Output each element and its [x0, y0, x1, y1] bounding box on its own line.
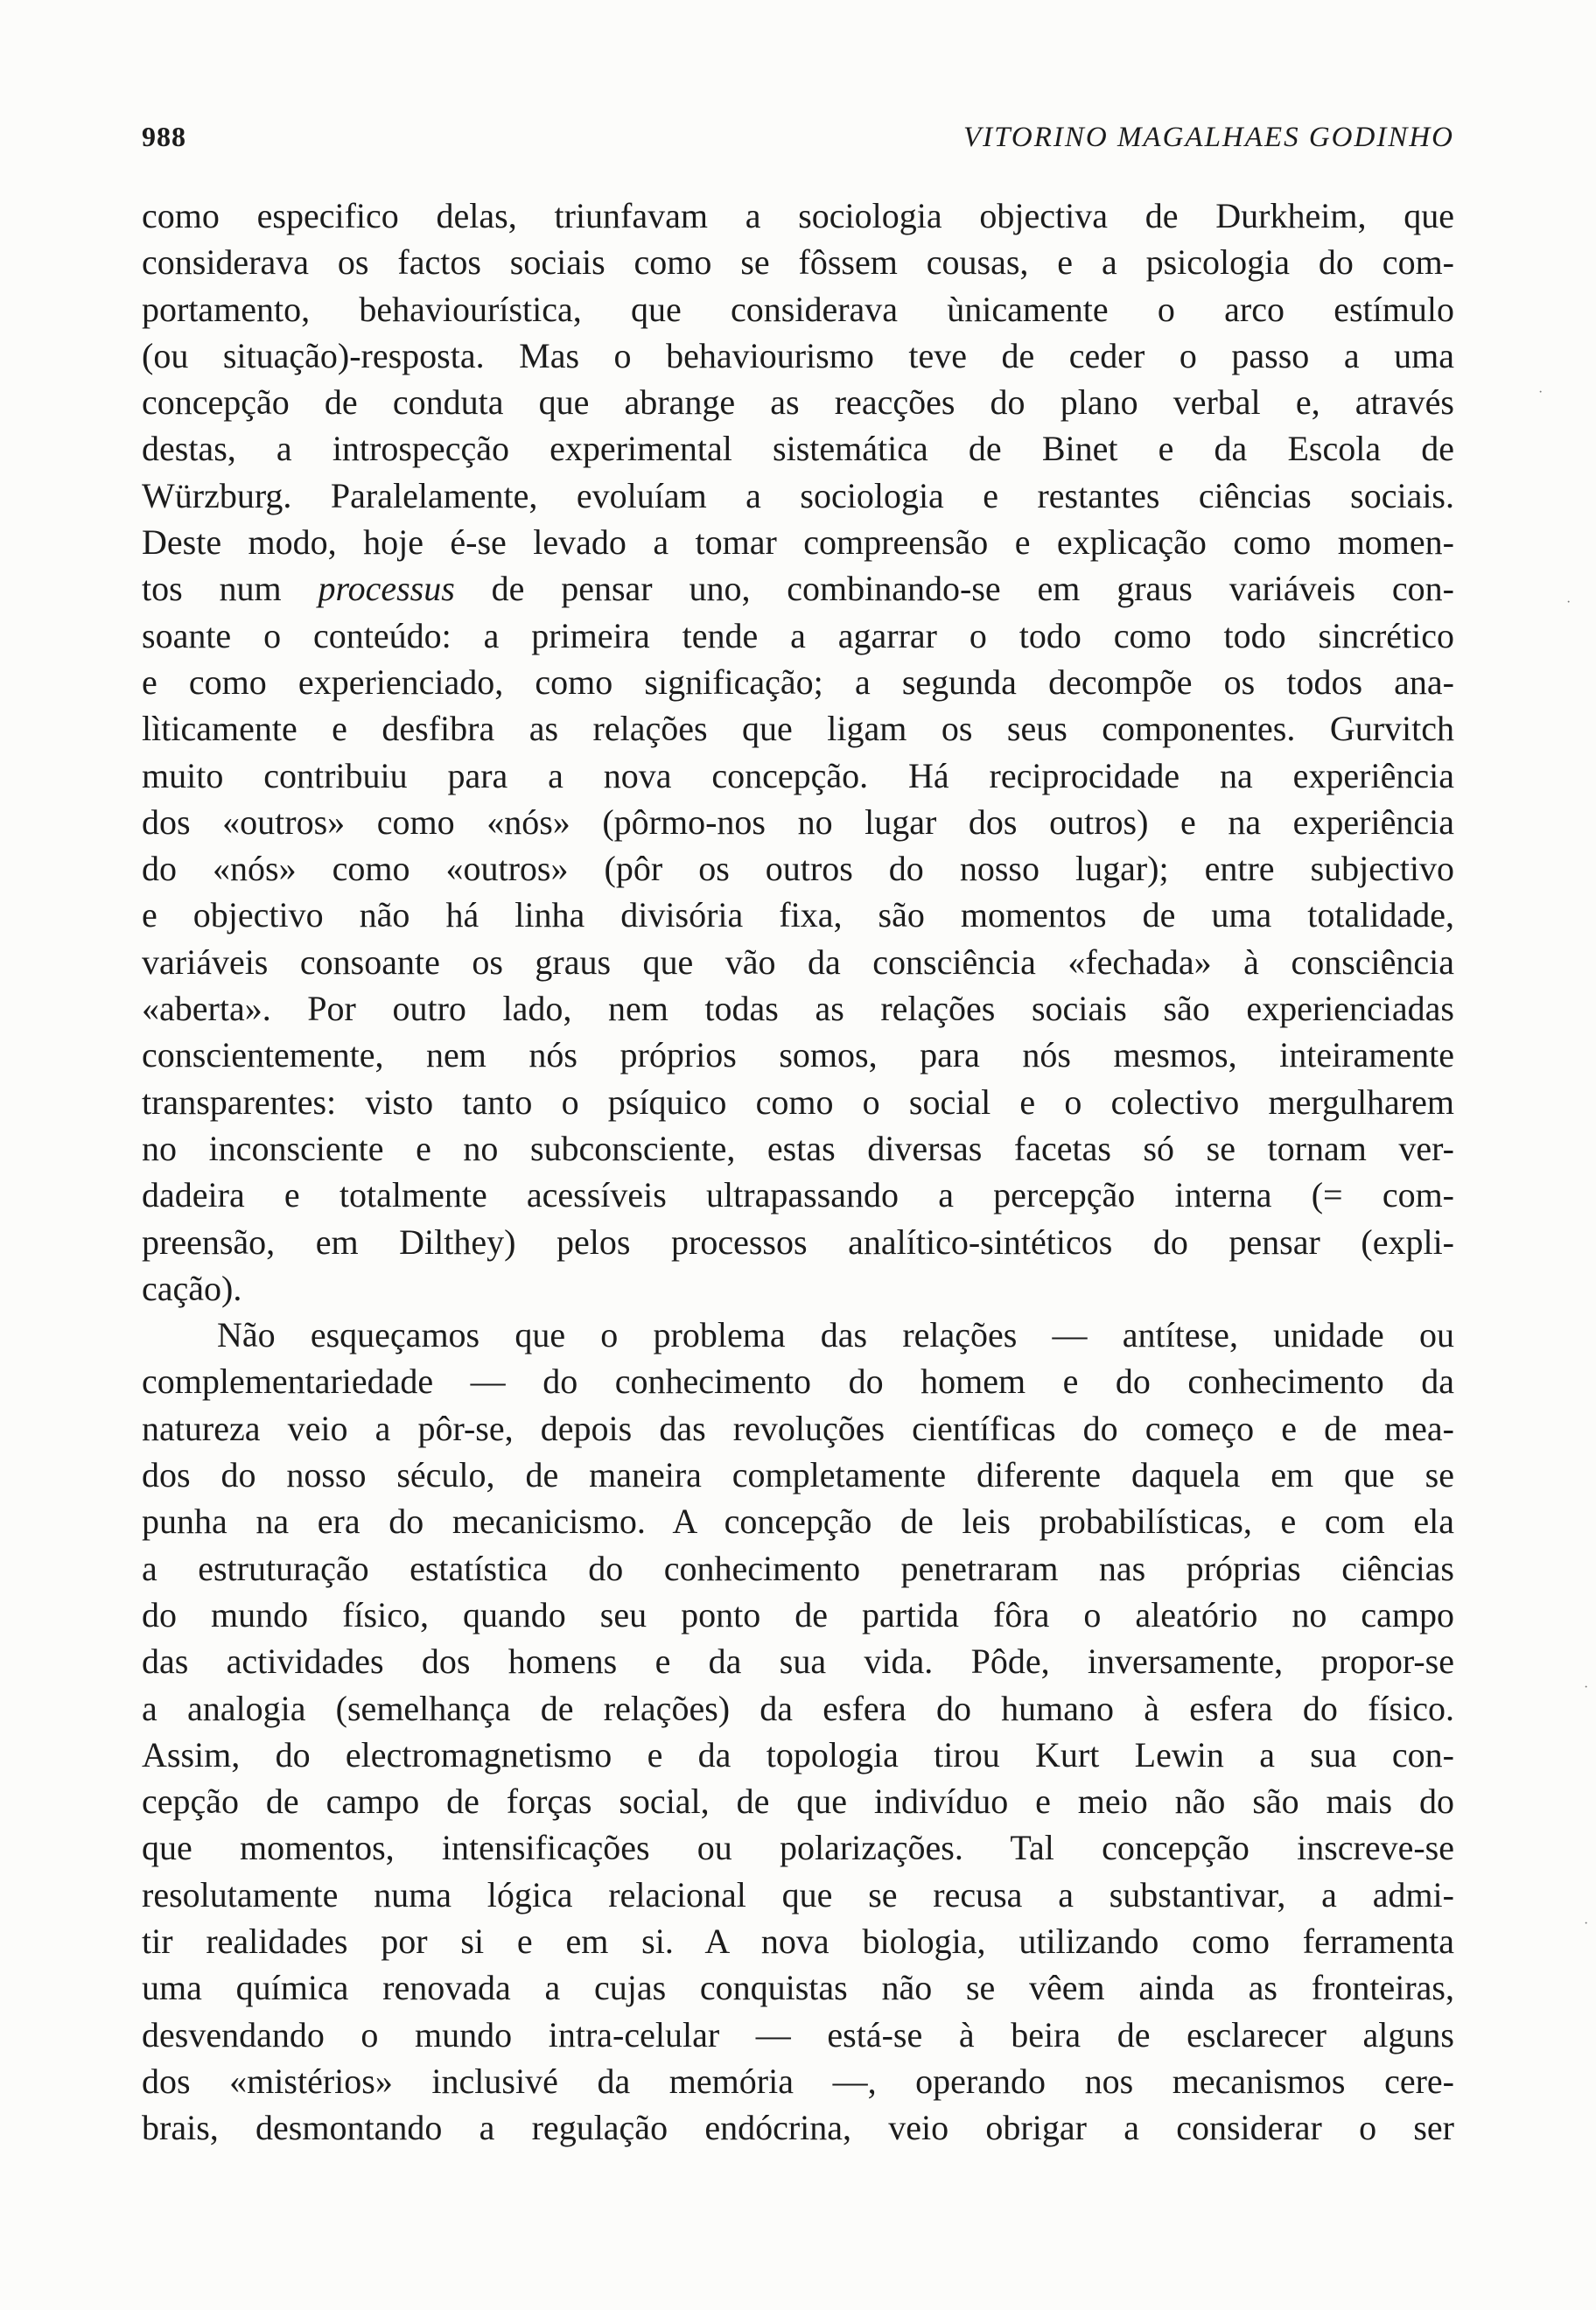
text-line: soante o conteúdo: a primeira tende a agarrar o todo como todo sincrético: [142, 615, 1454, 655]
text-line: tir realidades por si e em si. A nova biologia, utilizando como ferramenta: [142, 1921, 1454, 1961]
text-line: como especifico delas, triunfavam a sociologia objectiva de Durkheim, que: [142, 196, 1454, 235]
text-line: transparentes: visto tanto o psíquico como o social e o colectivo mergulharem: [142, 1082, 1454, 1122]
running-title: VITORINO MAGALHAES GODINHO: [962, 122, 1454, 153]
text-line: desvendando o mundo intra-celular — está-se à beira de esclarecer alguns: [142, 2014, 1454, 2054]
text-line: concepção de conduta que abrange as reacções do plano verbal e, através: [142, 382, 1454, 423]
text-line: punha na era do mecanicismo. A concepção de leis probabilísticas, e com ela: [142, 1502, 1454, 1542]
text-line: resolutamente numa lógica relacional que se recusa a substantivar, a admi-: [142, 1874, 1454, 1914]
text-line: do «nós» como «outros» (pôr os outros do nosso lugar); entre subjectivo: [142, 849, 1454, 889]
text-line: e como experienciado, como significação; a segunda decompõe os todos ana-: [142, 662, 1454, 702]
text-line: dos «mistérios» inclusivé da memória —, operando nos mecanismos cere-: [142, 2061, 1454, 2101]
body-text: [142, 192, 1454, 2151]
text-line: muito contribuiu para a nova concepção. Há reciprocidade na experiência: [142, 755, 1454, 795]
running-head: [142, 121, 1454, 164]
text-line: «aberta». Por outro lado, nem todas as relações sociais são experienciadas: [142, 989, 1454, 1029]
margin-speck: ·: [1584, 1916, 1589, 1931]
text-line: a analogia (semelhança de relações) da esfera do humano à esfera do físico.: [142, 1688, 1454, 1728]
margin-speck: ·: [1566, 595, 1572, 610]
text-line: complementariedade — do conhecimento do homem e do conhecimento da: [142, 1362, 1454, 1402]
text-line: no inconsciente e no subconsciente, estas diversas facetas só se tornam ver-: [142, 1128, 1454, 1168]
text-line: das actividades dos homens e da sua vida. Pôde, inversamente, propor-se: [142, 1642, 1454, 1682]
page-number: 988: [142, 121, 186, 152]
text-line: Deste modo, hoje é-se levado a tomar compreensão e explicação como momen-: [142, 522, 1454, 563]
text-line: preensão, em Dilthey) pelos processos analítico-sintéticos do pensar (expli-: [142, 1222, 1454, 1262]
text-line: Assim, do electromagnetismo e da topologia tirou Kurt Lewin a sua con-: [142, 1734, 1454, 1774]
margin-speck: ·: [1584, 1680, 1589, 1695]
text-line: uma química renovada a cujas conquistas não se vêem ainda as fronteiras,: [142, 1968, 1454, 2008]
text-line: considerava os factos sociais como se fôssem cousas, e a psicologia do com-: [142, 242, 1454, 283]
italic-term: processus: [318, 569, 455, 609]
text-line: dos «outros» como «nós» (pôrmo-nos no lugar dos outros) e na experiência: [142, 802, 1454, 842]
text-line: dadeira e totalmente acessíveis ultrapassando a percepção interna (= com-: [142, 1175, 1454, 1215]
text-line: lìticamente e desfibra as relações que ligam os seus componentes. Gurvitch: [142, 709, 1454, 749]
text-line: que momentos, intensificações ou polarizações. Tal concepção inscreve-se: [142, 1828, 1454, 1868]
text-line: Würzburg. Paralelamente, evoluíam a sociologia e restantes ciências sociais.: [142, 475, 1454, 515]
margin-speck: ·: [1538, 385, 1544, 400]
paragraph-start-line: Não esqueçamos que o problema das relações — antítese, unidade ou: [217, 1315, 1454, 1355]
text-line: brais, desmontando a regulação endócrina, veio obrigar a considerar o ser: [142, 2108, 1454, 2148]
text-line: (ou situação)-resposta. Mas o behaviourismo teve de ceder o passo a uma: [142, 335, 1454, 375]
text-line: natureza veio a pôr-se, depois das revoluções científicas do começo e de mea-: [142, 1408, 1454, 1448]
text-line: cepção de campo de forças social, de que indivíduo e meio não são mais do: [142, 1782, 1454, 1822]
text-line: destas, a introspecção experimental sistemática de Binet e da Escola de: [142, 429, 1454, 469]
text-line: a estruturação estatística do conhecimento penetraram nas próprias ciências: [142, 1548, 1454, 1588]
text-line: e objectivo não há linha divisória fixa, são momentos de uma totalidade,: [142, 895, 1454, 935]
text-line: conscientemente, nem nós próprios somos, para nós mesmos, inteiramente: [142, 1035, 1454, 1075]
paragraph-end-line: cação).: [142, 1268, 242, 1308]
text-line: portamento, behaviourística, que considerava ùnicamente o arco estímulo: [142, 289, 1454, 329]
text-line: do mundo físico, quando seu ponto de partida fôra o aleatório no campo: [142, 1594, 1454, 1634]
text-line: variáveis consoante os graus que vão da consciência «fechada» à consciência: [142, 942, 1454, 982]
text-line: dos do nosso século, de maneira completamente diferente daquela em que se: [142, 1455, 1454, 1495]
text-line: tos num processus de pensar uno, combinando-se em graus variáveis con-: [142, 569, 1454, 609]
